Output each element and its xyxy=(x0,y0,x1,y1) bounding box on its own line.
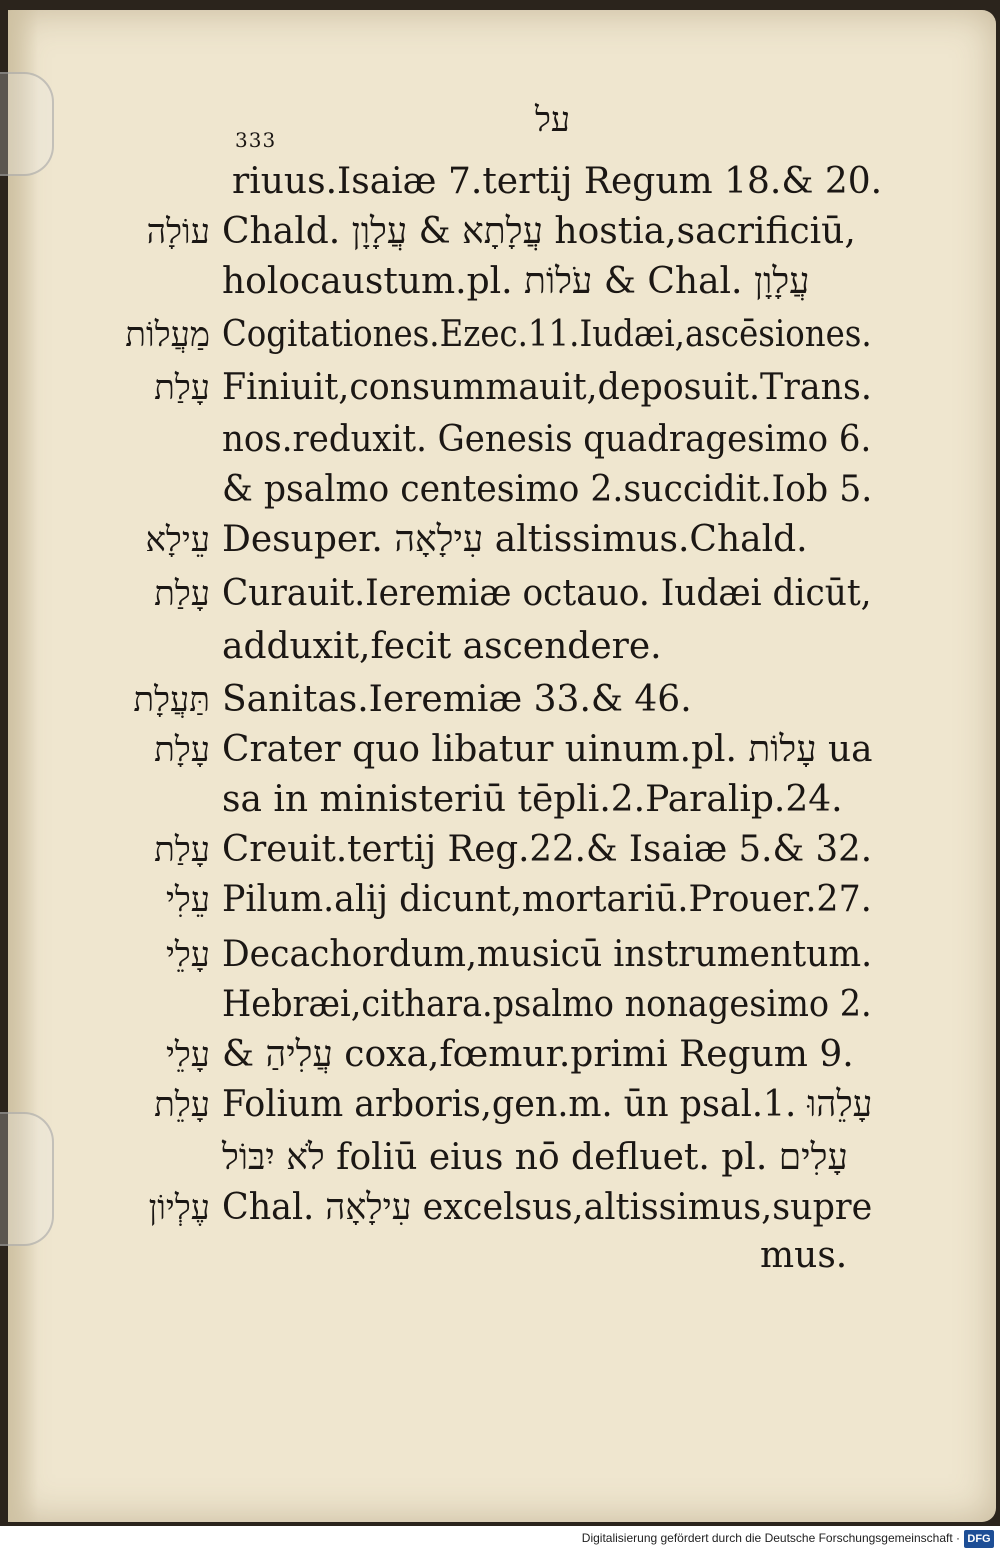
entry-text: לֹא יִבּוֹל foliū eius nō defluet. pl. עָלִים xyxy=(222,1137,848,1178)
entry-headword: עָלֵי xyxy=(165,1035,210,1075)
entry-text: Pilum.alij dicunt,mortariū.Prouer.27. xyxy=(222,879,872,920)
entry-text: Desuper. עִילָאָה altissimus.Chald. xyxy=(222,519,808,560)
entry-text: Finiuit,consummauit,deposuit.Trans. xyxy=(222,367,872,408)
footer-bar xyxy=(0,1526,1000,1553)
entry-headword: עָלֵת xyxy=(154,1085,210,1125)
entry-headword: עֵילָא xyxy=(145,520,210,560)
entry-text: Decachordum,musicū instrumentum. xyxy=(222,934,873,975)
entry-text: Chal. עִילָאָה excelsus,altissimus,supre xyxy=(222,1187,873,1228)
entry-text: Folium arboris,gen.m. ūn psal.1. עָלֵהוּ xyxy=(222,1084,873,1125)
entry-text: holocaustum.pl. עֹלוֹת & Chal. עֲלָוָן xyxy=(222,261,810,302)
entry-text: Sanitas.Ieremiæ 33.& 46. xyxy=(222,679,692,720)
entry-text: Chald. עֲלָתָא & עֲלָוָן hostia,sacrificiū, xyxy=(222,211,856,252)
entry-text: & psalmo centesimo 2.succidit.Iob 5. xyxy=(222,469,873,510)
entry-text: Crater quo libatur uinum.pl. עָלוֹת ua xyxy=(222,729,873,770)
entry-headword: עָלָת xyxy=(154,730,210,770)
entry-headword: עֵלִי xyxy=(165,880,210,920)
entry-text: sa in ministeriū tēpli.2.Paralip.24. xyxy=(222,779,843,820)
entry-text: Hebræi,cithara.psalmo nonagesimo 2. xyxy=(222,984,872,1025)
page-number: 333 xyxy=(235,128,277,152)
entry-headword: עֶלְיוֹן xyxy=(148,1188,210,1228)
entry-headword: תַּעֲלָת xyxy=(133,680,210,720)
page-gutter-shadow xyxy=(8,10,38,1522)
page-clip-bottom xyxy=(0,1112,54,1246)
entry-text: riuus.Isaiæ 7.tertij Regum 18.& 20. xyxy=(232,161,883,202)
entry-text: nos.reduxit. Genesis quadragesimo 6. xyxy=(222,419,872,460)
entry-text: mus. xyxy=(760,1235,848,1276)
entry-text: adduxit,fecit ascendere. xyxy=(222,626,662,667)
entry-text: & עֲלִיהַ coxa,fœmur.primi Regum 9. xyxy=(222,1034,854,1075)
entry-text: Cogitationes.Ezec.11.Iudæi,ascēsiones. xyxy=(222,314,872,355)
hebrew-running-head: על xyxy=(535,100,571,140)
entry-text: Creuit.tertij Reg.22.& Isaiæ 5.& 32. xyxy=(222,829,873,870)
funding-credit: Digitalisierung gefördert durch die Deutsche Forschungsgemeinschaft · xyxy=(581,1531,960,1545)
entry-headword: עוֹלָה xyxy=(146,212,210,252)
entry-headword: עָלַת xyxy=(154,830,210,870)
page-clip-top xyxy=(0,72,54,176)
entry-text: Curauit.Ieremiæ octauo. Iudæi dicūt, xyxy=(222,573,872,614)
entry-headword: עָלֵי xyxy=(165,935,210,975)
entry-headword: עָלַת xyxy=(154,574,210,614)
entry-headword: מַעֲלוֹת xyxy=(125,315,210,355)
dfg-logo: DFG xyxy=(964,1530,994,1548)
entry-headword: עָלַת xyxy=(154,368,210,408)
